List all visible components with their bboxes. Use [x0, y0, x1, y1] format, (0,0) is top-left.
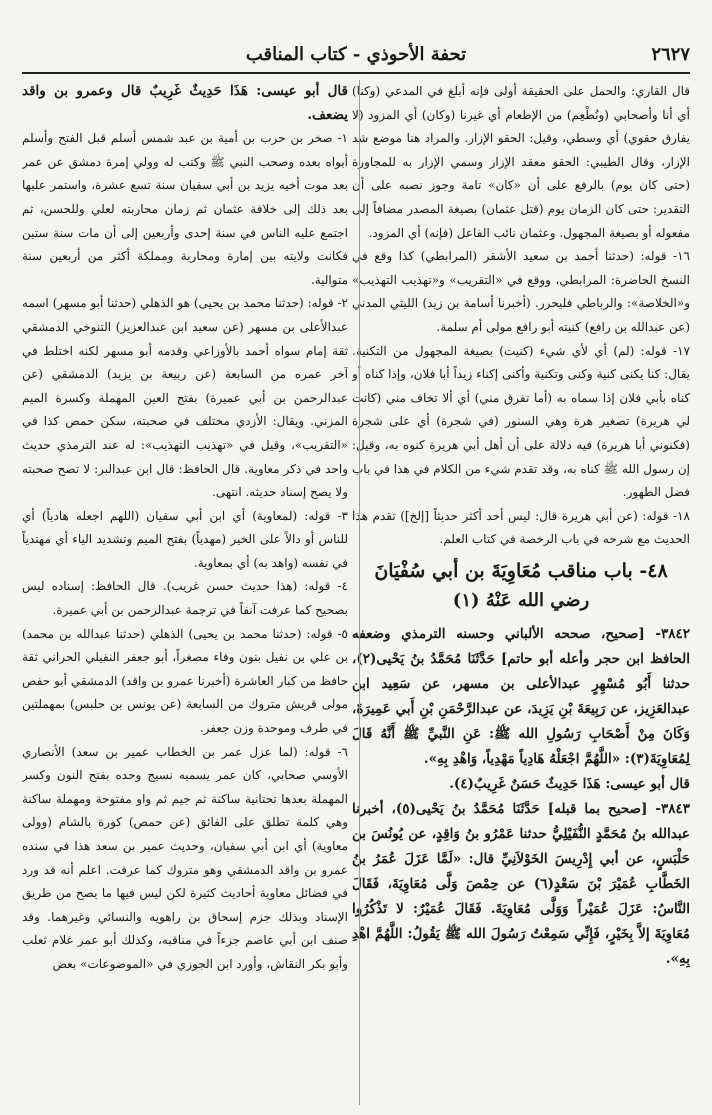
footnote-paragraph: ٤- قوله: (هذا حديث حسن غريب). قال الحافظ: إسناده ليس بصحيح كما عرفت آنفاً في ترجمة عبدالرحمن بن أبي عميرة.: [22, 579, 348, 618]
right-column: [352, 80, 690, 1109]
chapter-subtitle: رضي الله عَنْهُ (١): [452, 589, 590, 611]
lead-statement: قال أبو عيسى: هَذَا حَدِيثٌ غَرِيبٌ قال وعمرو بن واقد يضعف.: [22, 83, 348, 123]
hadith-text: قال أبو عيسى: هَذَا حَدِيثٌ حَسَنٌ غَرِيبٌ(٤).: [449, 775, 690, 792]
left-column: [22, 80, 348, 1109]
column-divider: [359, 80, 360, 1105]
footnote-paragraph: ١- صخر بن حرب بن أمية بن عبد شمس أسلم قبل الفتح وأسلم أبواه بعده وصحب النبي ﷺ وكتب له وولي إمرة دمشق عن عمر بعد موت أخيه يزيد بن أبي سفيان سنة تسع عشرة، واستمر عليها بعد ذلك إلى خلافة عثمان ثم زمان محاربته لعلي وللحسن، ثم اجتمع عليه الناس في سنة إحدى وأربعين إلى أن مات سنة ستين فكانت ولايته بين إمارة ومحاربة ومملكة أكثر من أربعين سنة متوالية.: [22, 131, 348, 287]
commentary-paragraph: ١٨- قوله: (عن أبي هريرة قال: ليس أحد أكثر حديثاً [إلخ]) تقدم هذا الحديث مع شرحه في باب الرخصة في كتاب العلم.: [352, 508, 690, 547]
chapter-title: ٤٨- باب مناقب مُعَاوِيَةَ بن أبي سُفْيَانَ: [374, 559, 668, 582]
page-number: ٢٦٢٧: [651, 44, 690, 65]
commentary-paragraph: ١٧- قوله: (لم) أي لأي شيء (كنيت) بصيغة المجهول من التكنية. يقال: كنا يكنى كنية وكنى وتكنية وأكنى إكناء زيداً أبا فلان، وإذا كناه أو كناه بأبي فلان إذا سماه به (أما تفرق مني) أي ألا تخاف مني (كانت لي هريرة) تصغير هرة وهي السنور (في شجرة) أي على شجرة (فكنوني أبا هريرة) فيه دلالة على أن أهل أبي هريرة كنوه به، وقيل: إن رسول الله ﷺ كناه به، وقد تقدم شيء من الكلام في هذا في باب فضل الطهور.: [352, 343, 690, 500]
page-header: [22, 38, 690, 74]
footnote-paragraph: ٣- قوله: (لمعاوية) أي ابن أبي سفيان (اللهم اجعله هادياً) أي للناس أو دالاً على الخير (مهدياً) بفتح الميم وتشديد الياء أي مهتدياً في نفسه (واهد به) أي بمعاوية.: [22, 508, 348, 570]
footnote-paragraph: ٥- قوله: (حدثنا محمد بن يحيى) الذهلي (حدثنا عبدالله بن محمد) بن علي بن نفيل بنون وفاء مصغراً، أبو جعفر النفيلي الحراني ثقة حافظ من كبار العاشرة (أخبرنا عمرو بن واقد) الدمشقي أبو حفص مولى قريش متروك من السابعة (عن يونس بن حلبس) بمهملتين في طرف وموحدة وزن جعفر.: [22, 626, 348, 736]
footnote-paragraph: ٢- قوله: (حدثنا محمد بن يحيى) هو الذهلي (حدثنا أبو مسهر) اسمه عبدالأعلى بن مسهر (عن سعيد ابن عبدالعزيز) التنوخي الدمشقي ثقة إمام سواه أحمد بالأوزاعي وقدمه أبو مسهر لكنه اختلط في آخر عمره من السابعة (عن ربيعة بن يزيد) الدمشقي (عن عبدالرحمن بن أبي عميرة) بفتح العين المهملة وكسرة الميم المزني. ويقال: الأزدي مختلف في صحبته، سكن حمص كذا في «التقريب»، وقيل في «تهذيب التهذيب»: له عند الترمذي حديث واحد في ذكر معاوية. قال الحافظ: قال ابن عبدالبر: لا تصح صحبته ولا يصح إسناد حديثه. انتهى.: [22, 296, 348, 500]
hadith-text: ٣٨٤٢- [صحيح، صححه الألباني وحسنه الترمذي وضعفه الحافظ ابن حجر وأعله أبو حاتم] حَدَّثَنَا مُحَمَّدُ بنُ يَحْيى(٢)، حدثنا أَبُو مُسْهِرٍ عبدالأعلى بن مسهر، عن سَعِيد ابن عبدالعَزِيز، عن رَبِيعَةَ بْنِ يَزِيدَ، عن عبدالرَّحْمَنِ بْنِ أَبي عَمِيرَةَ، وَكَانَ مِنْ أَصْحَابِ رَسُولِ الله ﷺ: عَنِ النَّبيِّ ﷺ أَنَّهُ قَالَ لِمُعَاوِيَةَ(٣): «اللَّهُمَّ اجْعَلْهُ هَادِياً مَهْدِياً، وَاهْدِ بِهِ».: [352, 625, 690, 767]
chapter-heading: [352, 556, 690, 616]
hadith-text: ٣٨٤٣- [صحيح بما قبله] حَدَّثَنَا مُحَمَّدُ بنُ يَحْيى(٥)، أخبرنا عبدالله بنُ مُحَمَّدٍ النُّفَيْلِيُّ حدثنا عَمْرُو بنُ وَاقِدٍ، عن يُونُسَ بن حَلْبَسٍ، عن أبي إِدْرِيسَ الخَوْلاَنِيِّ قال: «لَمَّا عَزَلَ عُمَرُ بنُ الخَطَّابِ عُمَيْرَ بْنَ سَعْدٍ(٦) عن حِمْصَ وَلَّى مُعَاوِيَةَ، فَقَالَ النَّاسُ: عَزَلَ عُمَيْراً وَوَلَّى مُعَاوِيَةَ. فَقَالَ عُمَيْرٌ: لا تَذْكُرُوا مُعَاوِيَةَ إلاَّ بِخَيْرٍ، فَإِنِّي سَمِعْتُ رَسُولَ الله ﷺ يَقُولُ: اللَّهُمَّ اهْدِ بِهِ».: [352, 800, 690, 967]
running-title: تحفة الأحوذي - كتاب المناقب: [245, 44, 467, 65]
footnote-paragraph: ٦- قوله: (لما عزل عمر بن الخطاب عمير بن سعد) الأنصاري الأوسي صحابي، كان عمر يسميه نسيج وحده بفتح النون وكسر المهملة بعدها تحتانية ساكنة ثم جيم ثم واو مفتوحة ومهملة ساكنة وهي كلمة تطلق على الفائق (عن حمص) كورة بالشام (وولى معاوية) أي ابن أبي سفيان، وحديث عمير بن سعد هذا في سنده عمرو بن واقد الدمشقي وهو متروك كما عرفت. اعلم أنه قد ورد في فضائل معاوية أحاديث كثيرة لكن ليس فيها ما يصح من طريق الإسناد وبذلك جزم إسحاق بن راهويه والنسائي وغيرهما. وقد صنف ابن أبي عاصم جزءاً في مناقبه، وكذلك أبو عمر غلام ثعلب وأبو بكر النقاش، وأورد ابن الجوزي في «الموضوعات» بعض: [22, 744, 348, 971]
commentary-paragraph: ١٦- قوله: (حدثنا أحمد بن سعيد الأشقر (المرابطي) كذا وقع في النسخ الحاضرة: المرابطي، ووقع في «التقريب» و«تهذيب التهذيب» و«الخلاصة»: والرباطي فليحرر. (أخبرنا أسامة بن زيد) الليثي المدني (عن عبدالله بن رافع) كنيته أبو رافع مولى أم سلمة.: [352, 249, 690, 334]
commentary-paragraph: قال القاري: والحمل على الحقيقة أولى فإنه أبلغ في المدعي (وكنا) أي أنا وأصحابي (ونُطْعِم) من الإطعام أي غيرنا (وكان) أي المزود (لا يفارق حقوي) أي وسطي، وقيل: الحقو الإزار. والمراد هنا موضع شد الإزار، وقال الطيبي: الحقو معقد الإزار وسمي الإزار به للمجاورة (حتى كان يوم) بالرفع على أن «كان» تامة وجوز نصبه على أن التقدير: حتى كان الزمان يوم (قتل عثمان) بصيغة المصدر مضافاً إلى مفعوله أو بصيغة المجهول. وعثمان نائب الفاعل (فإنه) أي المزود.: [352, 84, 690, 240]
